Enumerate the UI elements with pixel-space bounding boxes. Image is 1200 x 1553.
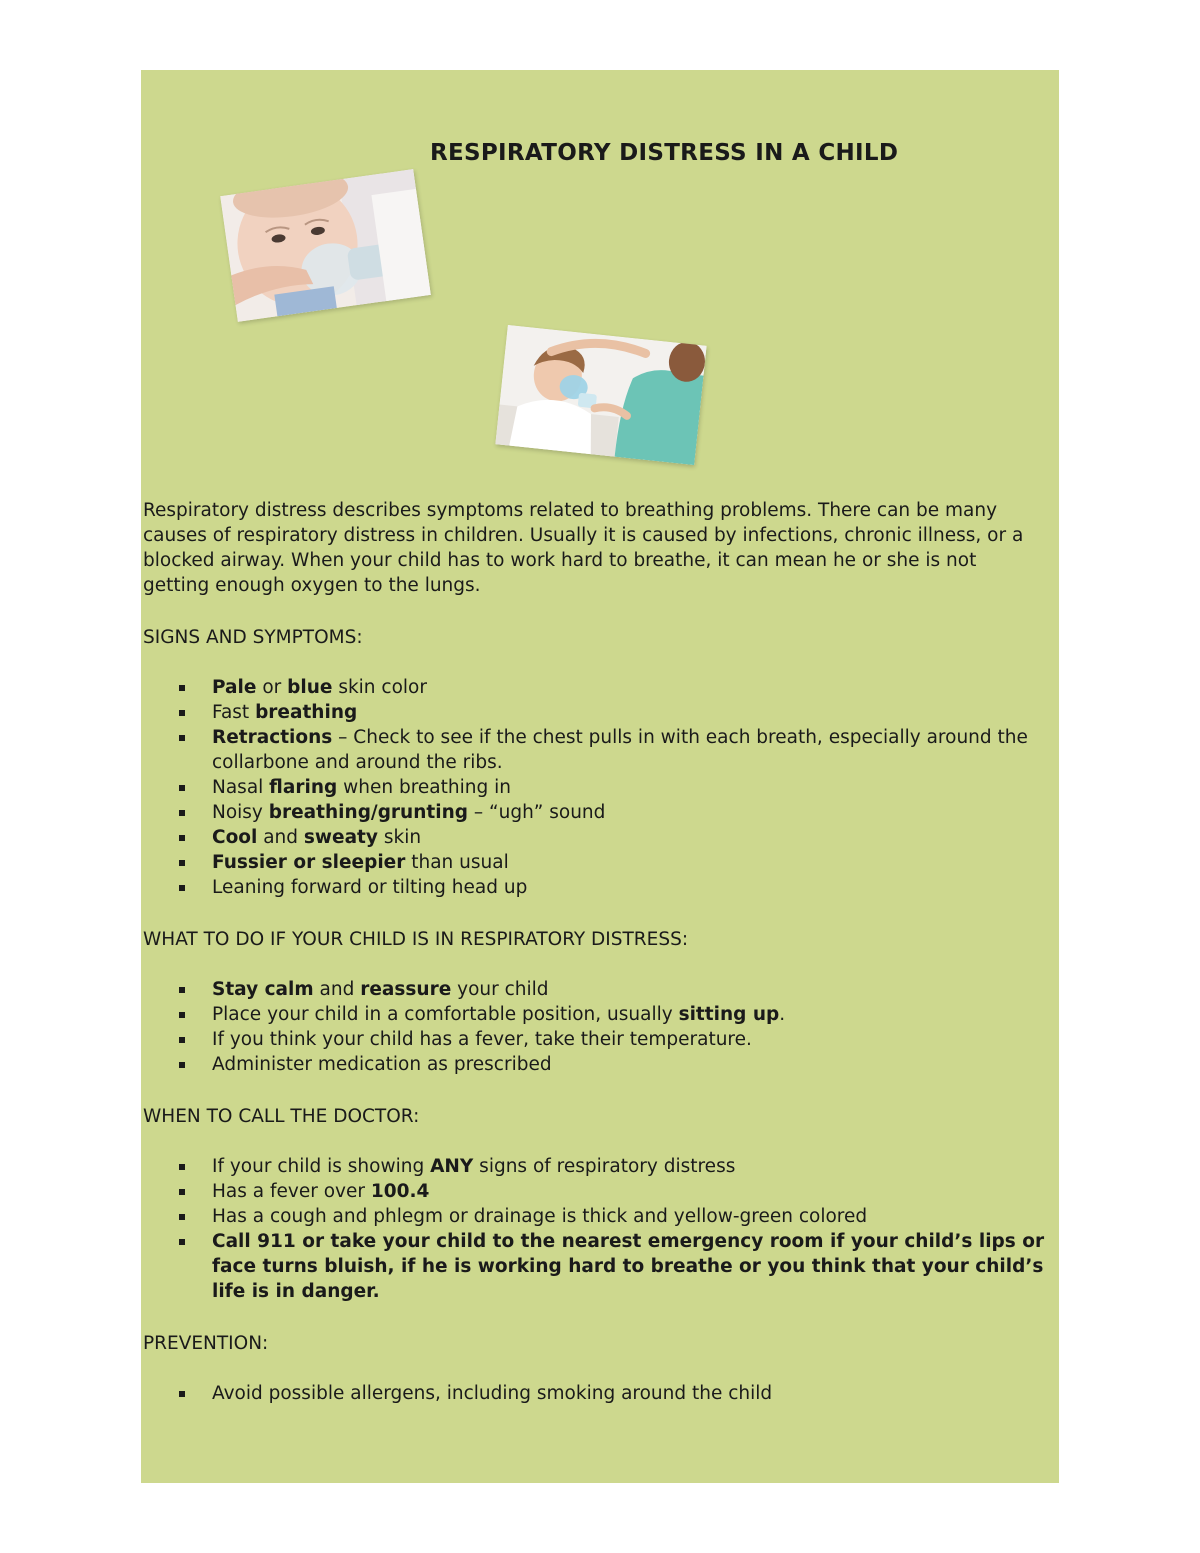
when-to-call-list xyxy=(143,1154,1048,1304)
page-title: RESPIRATORY DISTRESS IN A CHILD xyxy=(430,140,899,166)
list-item: Nasal flaring when breathing in xyxy=(143,775,1048,800)
section-heading-signs: SIGNS AND SYMPTOMS: xyxy=(143,627,363,648)
list-item: Administer medication as prescribed xyxy=(143,1052,1048,1077)
list-item: Has a fever over 100.4 xyxy=(143,1179,1048,1204)
list-item: If you think your child has a fever, take their temperature. xyxy=(143,1027,1048,1052)
list-item: Avoid possible allergens, including smoking around the child xyxy=(143,1381,1048,1406)
list-item: If your child is showing ANY signs of respiratory distress xyxy=(143,1154,1048,1179)
photo-baby-with-nebulizer-mask xyxy=(220,169,431,322)
section-heading-prevention: PREVENTION: xyxy=(143,1333,269,1354)
section-heading-what-to-do: WHAT TO DO IF YOUR CHILD IS IN RESPIRATORY DISTRESS: xyxy=(143,929,689,950)
what-to-do-list xyxy=(143,977,1048,1077)
intro-paragraph: Respiratory distress describes symptoms related to breathing problems. There can be many causes of respiratory distress in children. Usually it is caused by infections, chronic illness, or a blocked airway. When your child has to work hard to breathe, it can mean he or she is not getting enough oxygen to the lungs. xyxy=(143,500,1024,596)
list-item: Call 911 or take your child to the nearest emergency room if your child’s lips or face turns bluish, if he is working hard to breathe or you think that your child’s life is in danger. xyxy=(143,1229,1048,1304)
list-item: Noisy breathing/grunting – “ugh” sound xyxy=(143,800,1048,825)
list-item: Place your child in a comfortable position, usually sitting up. xyxy=(143,1002,1048,1027)
list-item: Cool and sweaty skin xyxy=(143,825,1048,850)
list-item: Leaning forward or tilting head up xyxy=(143,875,1048,900)
list-item: Stay calm and reassure your child xyxy=(143,977,1048,1002)
signs-list xyxy=(143,675,1048,900)
section-heading-when-to-call: WHEN TO CALL THE DOCTOR: xyxy=(143,1106,420,1127)
list-item: Retractions – Check to see if the chest pulls in with each breath, especially around the collarbone and around the ribs. xyxy=(143,725,1048,775)
prevention-list xyxy=(143,1381,1048,1406)
list-item: Pale or blue skin color xyxy=(143,675,1048,700)
list-item: Has a cough and phlegm or drainage is thick and yellow-green colored xyxy=(143,1204,1048,1229)
photo-child-with-mask-and-mother xyxy=(495,325,706,465)
list-item: Fast breathing xyxy=(143,700,1048,725)
document-body xyxy=(143,498,1048,1406)
list-item: Fussier or sleepier than usual xyxy=(143,850,1048,875)
